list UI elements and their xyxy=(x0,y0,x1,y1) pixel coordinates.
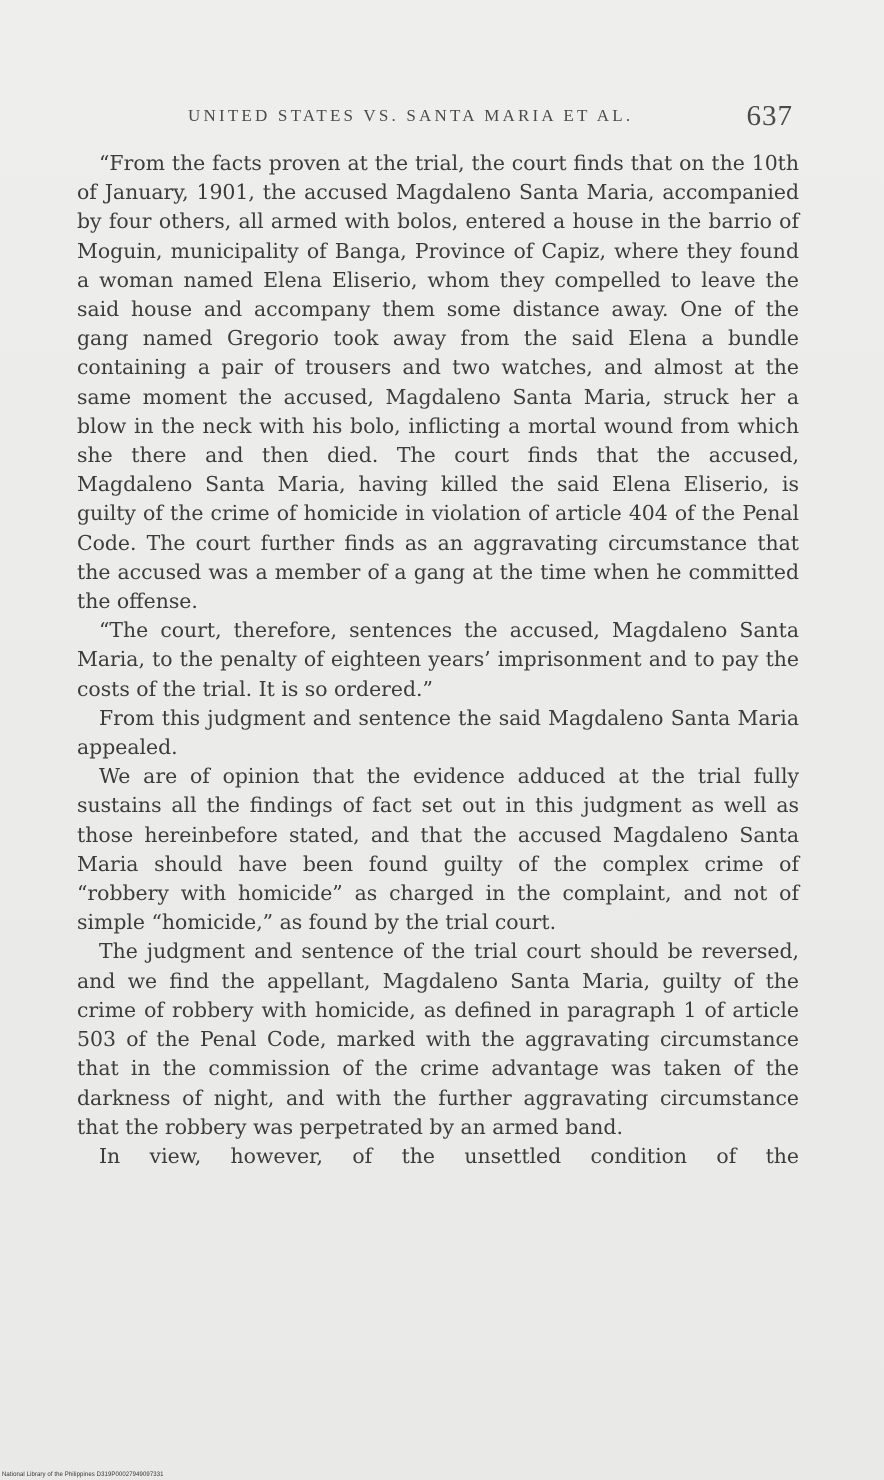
paragraph-appeal: From this judgment and sentence the said Magdaleno Santa Maria appealed. xyxy=(77,705,799,760)
paragraph-continuation: In view, however, of the unsettled condition of the xyxy=(99,1143,799,1168)
page-header xyxy=(188,100,793,140)
source-footer: National Library of the Philippines D319P00027949097331 xyxy=(2,1472,164,1478)
paragraph-judgment: The judgment and sentence of the trial court should be reversed, and we find the appellant, Magdaleno Santa Maria, guilty of the crime of robbery with homicide, as defined in paragraph 1 of article 503 of the Penal Code, marked with the aggravating circumstance that in the commission of the crime advantage was taken of the darkness of night, and with the further aggravating circumstance that the robbery was perpetrated by an armed band. xyxy=(77,939,799,1139)
running-head: UNITED STATES VS. SANTA MARIA ET AL. xyxy=(188,106,634,125)
page-number: 637 xyxy=(746,100,793,132)
paragraph-findings: “From the facts proven at the trial, the court finds that on the 10th of January, 1901, the accused Magdaleno Santa Maria, accompanied by four others, all armed with bolos, entered a house in the barrio of Moguin, municipality of Banga, Province of Capiz, where they found a woman named Elena Eliserio, whom they compelled to leave the said house and accompany them some distance away. One of the gang named Gregorio took away from the said Elena a bundle containing a pair of trousers and two watches, and almost at the same moment the accused, Magdaleno Santa Maria, struck her a blow in the neck with his bolo, inflicting a mortal wound from which she there and then died. The court finds that the accused, Magdaleno Santa Maria, having killed the said Elena Eliserio, is guilty of the crime of homicide in violation of article 404 of the Penal Code. The court further finds as an aggravating circumstance that the accused was a member of a gang at the time when he committed the offense. xyxy=(77,151,799,614)
paragraph-sentence: “The court, therefore, sentences the accused, Magdaleno Santa Maria, to the penalty of eighteen years’ imprisonment and to pay the costs of the trial. It is so ordered.” xyxy=(77,618,799,701)
paragraph-opinion: We are of opinion that the evidence adduced at the trial fully sustains all the findings of fact set out in this judgment as well as those hereinbefore stated, and that the accused Magdaleno Santa Maria should have been found guilty of the complex crime of “robbery with homicide” as charged in the complaint, and not of simple “homicide,” as found by the trial court. xyxy=(77,764,799,935)
body-text xyxy=(77,149,799,1171)
